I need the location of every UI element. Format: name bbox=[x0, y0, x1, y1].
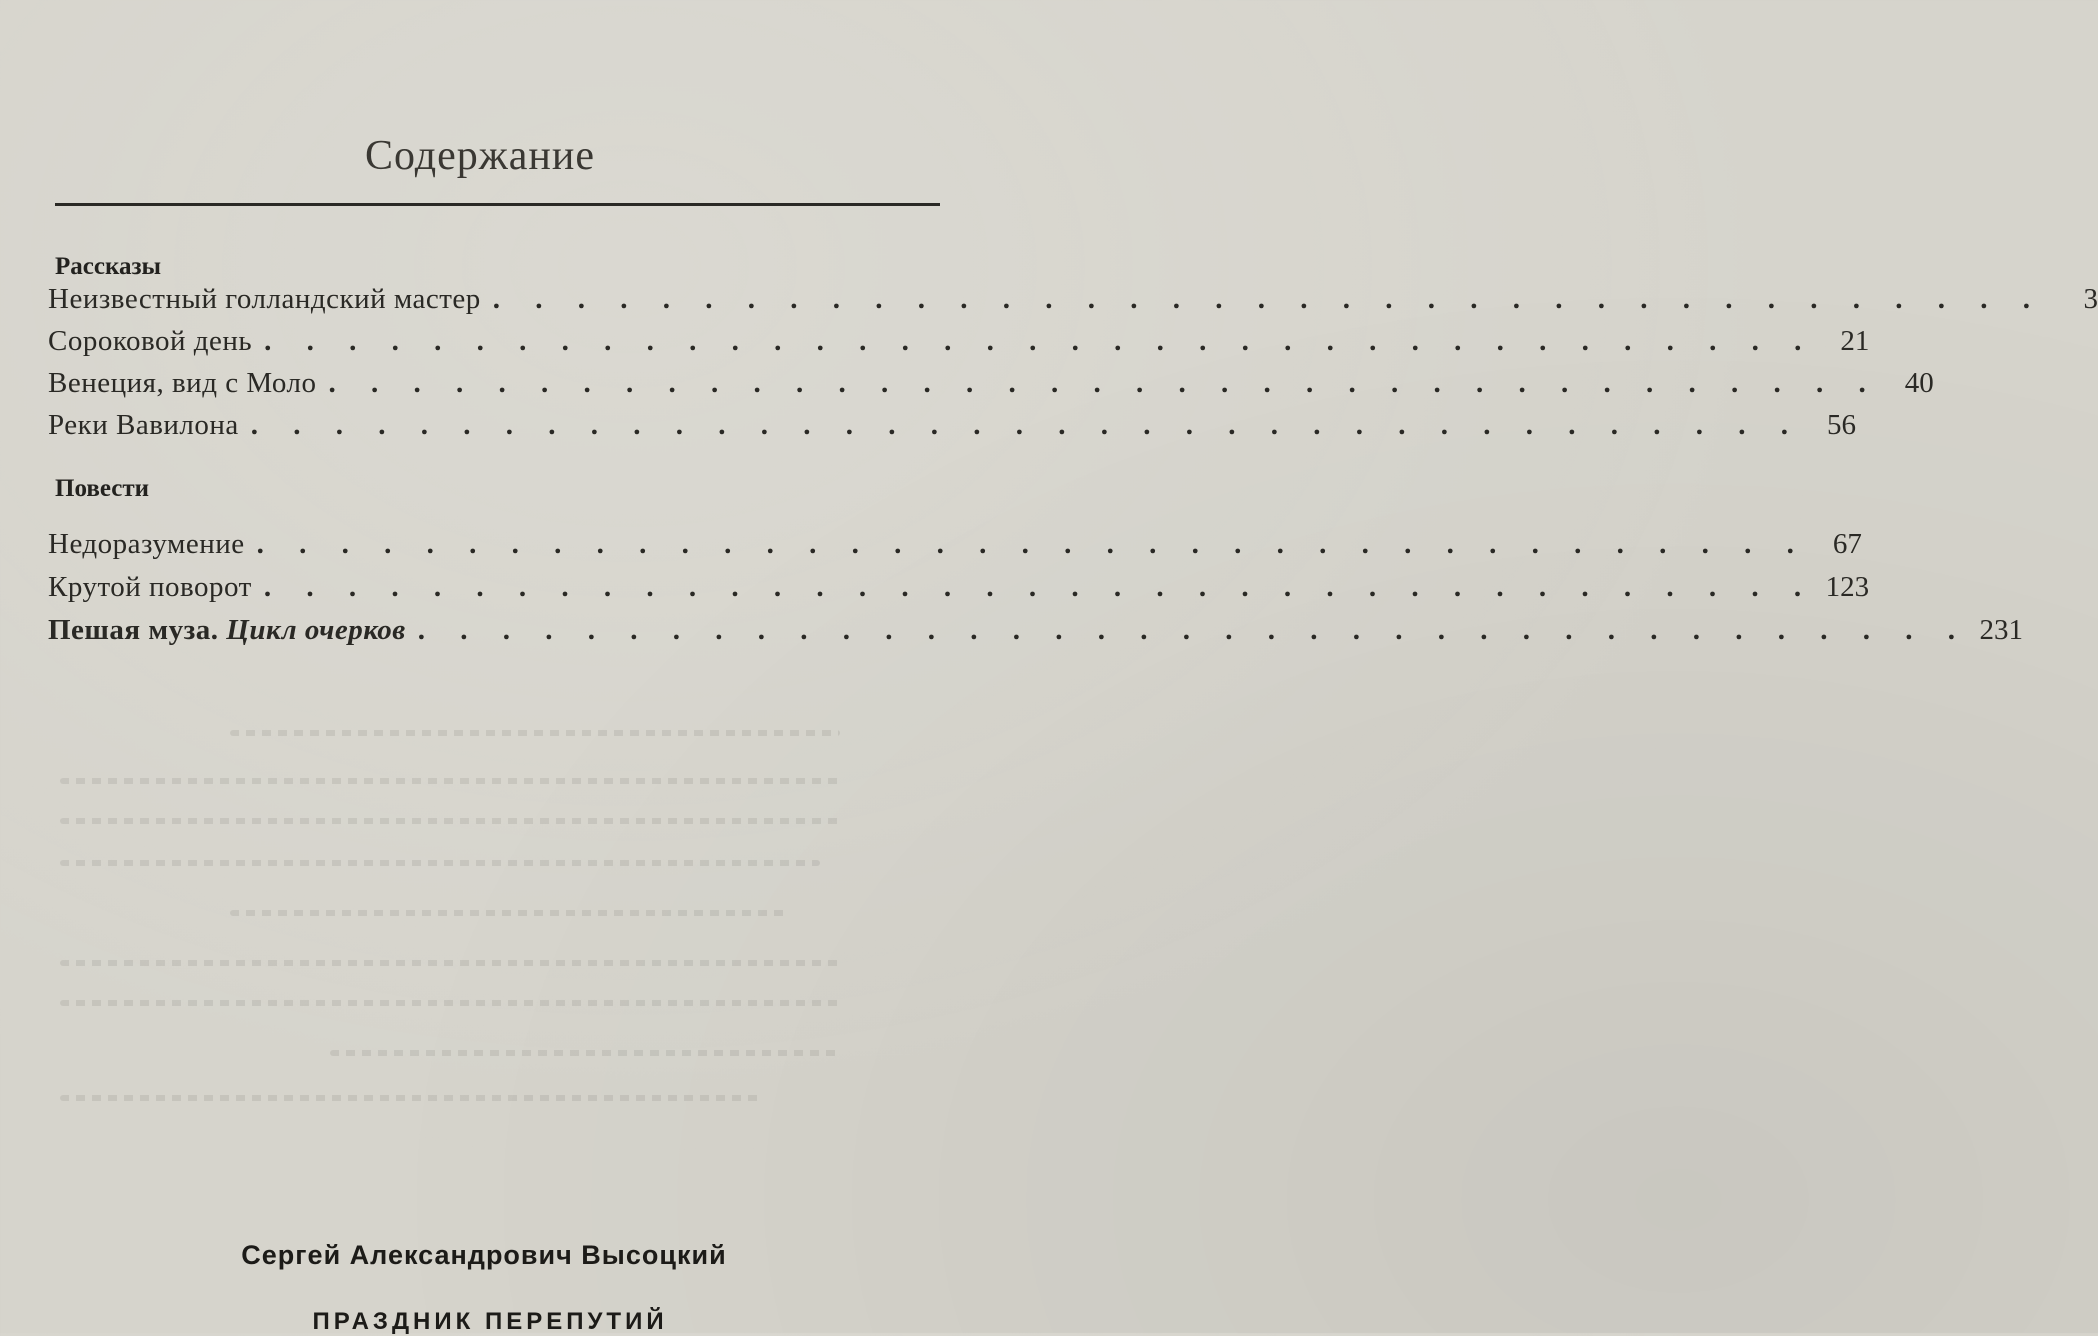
toc-entry bbox=[48, 409, 1857, 447]
section-heading-novellas: Повести bbox=[55, 475, 150, 502]
page-number: 56 bbox=[1827, 409, 1857, 441]
toc-entry bbox=[48, 528, 1862, 566]
show-through-line bbox=[230, 910, 790, 916]
section-heading-stories: Рассказы bbox=[55, 253, 162, 280]
entry-subtitle: Цикл очерков bbox=[226, 614, 406, 646]
entry-title: Реки Вавилона bbox=[48, 409, 239, 441]
entry-title: Венеция, вид с Моло bbox=[48, 367, 317, 399]
toc-entry bbox=[48, 325, 1870, 363]
leader-dots: . . . . . . . . . . . . . . . . . . . . . . . . . . . . . . . . . . . . . bbox=[417, 614, 1970, 646]
leader-dots: . . . . . . . . . . . . . . . . . . . . . . . . . . . . . . . . . . . . . bbox=[264, 325, 1816, 357]
show-through-line bbox=[60, 960, 840, 966]
book-title: ПРАЗДНИК ПЕРЕПУТИЙ bbox=[312, 1308, 668, 1335]
page-number: 21 bbox=[1840, 325, 1870, 357]
leader-dots: . . . . . . . . . . . . . . . . . . . . . . . . . . . . . . . . . . . . . bbox=[328, 367, 1880, 399]
toc-entry bbox=[48, 283, 2098, 321]
entry-title-main: Пешая муза. bbox=[48, 614, 219, 646]
entry-title: Крутой поворот bbox=[48, 571, 252, 603]
page-number: 3 bbox=[2083, 283, 2098, 315]
leader-dots: . . . . . . . . . . . . . . . . . . . . . . . . . . . . . . . . . . . . . bbox=[263, 571, 1816, 603]
show-through-text bbox=[0, 700, 1000, 1120]
toc-entry bbox=[48, 571, 1870, 609]
author-name: Сергей Александрович Высоцкий bbox=[241, 1240, 727, 1270]
page-number: 231 bbox=[1979, 614, 2024, 646]
show-through-line bbox=[60, 1095, 760, 1101]
show-through-line bbox=[330, 1050, 840, 1056]
page-number: 67 bbox=[1832, 528, 1862, 560]
page-number: 40 bbox=[1904, 367, 1934, 399]
toc-entry bbox=[48, 614, 2024, 652]
page-number: 123 bbox=[1825, 571, 1870, 603]
show-through-line bbox=[60, 860, 820, 866]
leader-dots: . . . . . . . . . . . . . . . . . . . . . . . . . . . . . . . . . . . . . bbox=[256, 528, 1808, 560]
show-through-line bbox=[60, 1000, 840, 1006]
entry-title: Недоразумение bbox=[48, 528, 245, 560]
show-through-line bbox=[230, 730, 840, 736]
show-through-line bbox=[60, 778, 840, 784]
entry-title: Сороковой день bbox=[48, 325, 253, 357]
toc-title: Содержание bbox=[364, 133, 596, 179]
entry-title: Неизвестный голландский мастер bbox=[48, 283, 481, 315]
leader-dots: . . . . . . . . . . . . . . . . . . . . . . . . . . . . . . . . . . . . . bbox=[492, 283, 2045, 315]
entry-title bbox=[48, 614, 406, 647]
title-rule bbox=[55, 203, 940, 206]
show-through-line bbox=[60, 818, 840, 824]
leader-dots: . . . . . . . . . . . . . . . . . . . . . . . . . . . . . . . . . . . . . bbox=[250, 409, 1803, 441]
toc-entry bbox=[48, 367, 1934, 405]
